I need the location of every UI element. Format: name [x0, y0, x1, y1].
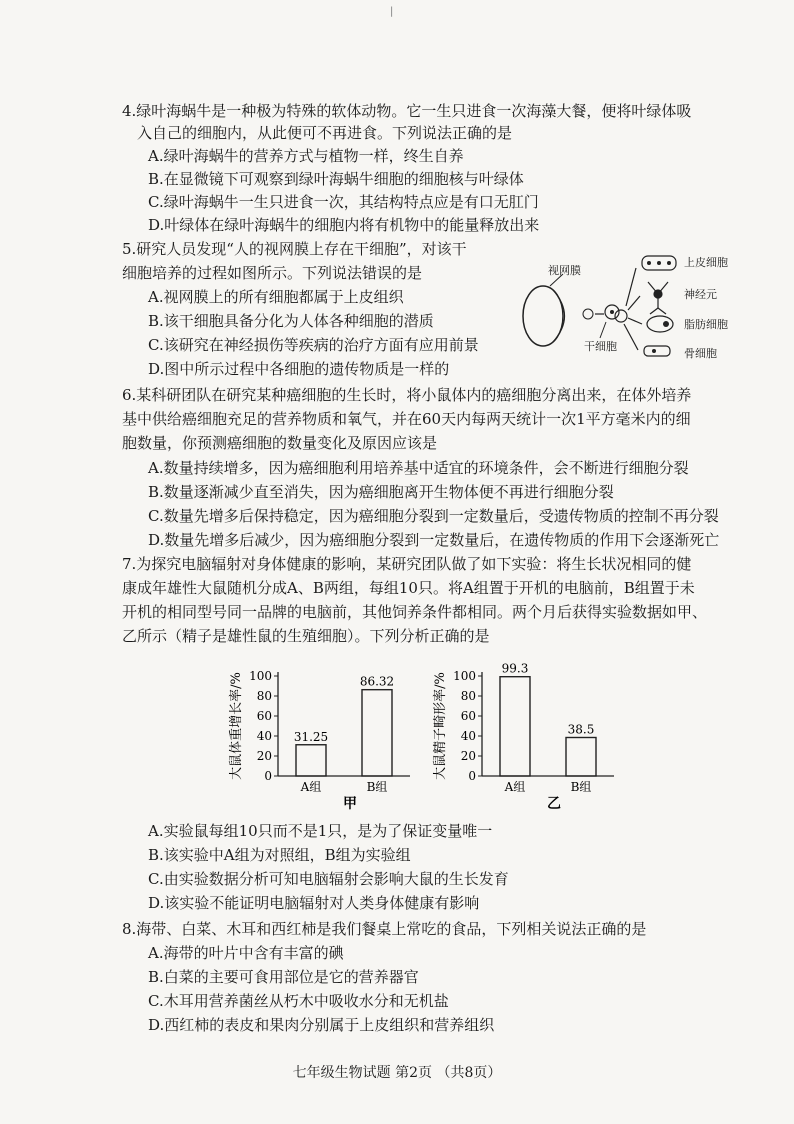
bar [362, 690, 392, 776]
question-stem: 基中供给癌细胞充足的营养物质和氧气，并在60天内每两天统计一次1平方毫米内的细 [122, 410, 691, 428]
option-c: C.该研究在神经损伤等疾病的治疗方面有应用前景 [148, 336, 479, 354]
y-tick-label: 100 [249, 669, 272, 683]
question-stem: 4.绿叶海蜗牛是一种极为特殊的软体动物。它一生只进食一次海藻大餐，便将叶绿体吸 [122, 102, 692, 120]
bone-cell-icon [644, 346, 670, 356]
data-label: 31.25 [293, 729, 329, 744]
question-stem: 7.为探究电脑辐射对身体健康的影响，某研究团队做了如下实验：将生长状况相同的健 [122, 555, 692, 573]
bar [500, 677, 530, 776]
question-stem: 康成年雄性大鼠随机分成A、B两组，每组10只。将A组置于开机的电脑前，B组置于未 [122, 579, 695, 597]
fat-cell-label: 脂肪细胞 [684, 318, 728, 331]
small-cell-icon [583, 309, 593, 319]
arrow-to-fat [628, 318, 642, 324]
question-stem: 胞数量，你预测癌细胞的数量变化及原因应该是 [122, 434, 438, 452]
chart-name-label: 甲 [343, 796, 357, 810]
option-d: D.该实验不能证明电脑辐射对人类身体健康有影响 [148, 894, 480, 912]
y-tick-label: 20 [256, 749, 272, 763]
data-label: 86.32 [359, 674, 395, 689]
epithelial-cell-label: 上皮细胞 [684, 256, 728, 269]
chart-yi [430, 652, 630, 810]
stem-cell-diagram [508, 246, 780, 368]
arrow-to-bone [624, 324, 638, 350]
y-tick-label: 60 [256, 709, 272, 723]
data-label: 38.5 [567, 722, 595, 737]
question-stem: 细胞培养的过程如图所示。下列说法错误的是 [122, 264, 423, 282]
arrow-to-epithelial [626, 268, 636, 306]
option-b: B.该干细胞具备分化为人体各种细胞的潜质 [148, 312, 434, 330]
option-b: B.该实验中A组为对照组，B组为实验组 [148, 846, 411, 864]
y-tick-label: 100 [453, 669, 476, 683]
page-top-mark: | [390, 6, 394, 17]
option-c: C.数量先增多后保持稳定，因为癌细胞分裂到一定数量后，受遗传物质的控制不再分裂 [148, 507, 719, 525]
option-b: B.在显微镜下可观察到绿叶海蜗牛细胞的细胞核与叶绿体 [148, 170, 524, 188]
option-d: D.西红柿的表皮和果肉分别属于上皮组织和营养组织 [148, 1016, 495, 1034]
x-tick-label: B组 [366, 780, 388, 794]
option-c: C.绿叶海蜗牛一生只进食一次，其结构特点应是有口无肛门 [148, 193, 539, 211]
y-tick-label: 0 [264, 769, 272, 783]
retina-label: 视网膜 [548, 264, 581, 277]
y-axis-label: 大鼠精子畸形率/% [433, 672, 448, 780]
arrow-to-neuron [628, 296, 640, 310]
y-tick-label: 40 [256, 729, 272, 743]
question-stem: 6.某科研团队在研究某种癌细胞的生长时，将小鼠体内的癌细胞分离出来，在体外培养 [122, 386, 692, 404]
option-b: B.数量逐渐减少直至消失，因为癌细胞离开生物体便不再进行细胞分裂 [148, 483, 614, 501]
question-stem: 开机的相同型号同一品牌的电脑前，其他饲养条件都相同。两个月后获得实验数据如甲、 [122, 603, 708, 621]
bar [566, 738, 596, 777]
question-stem: 5.研究人员发现“人的视网膜上存在干细胞”，对该干 [122, 240, 467, 258]
option-a: A.绿叶海蜗牛的营养方式与植物一样，终生自养 [148, 147, 464, 165]
option-a: A.实验鼠每组10只而不是1只，是为了保证变量唯一 [148, 822, 493, 840]
option-c: C.木耳用营养菌丝从朽木中吸收水分和无机盐 [148, 992, 449, 1010]
neuron-icon [648, 282, 668, 314]
question-stem: 乙所示（精子是雄性鼠的生殖细胞）。下列分析正确的是 [122, 627, 490, 645]
question-stem: 8.海带、白菜、木耳和西红柿是我们餐桌上常吃的食品，下列相关说法正确的是 [122, 920, 647, 938]
y-tick-label: 20 [460, 749, 476, 763]
y-tick-label: 40 [460, 729, 476, 743]
y-tick-label: 80 [460, 689, 476, 703]
fat-cell-icon [647, 316, 673, 332]
x-tick-label: A组 [300, 780, 322, 794]
option-b: B.白菜的主要可食用部位是它的营养器官 [148, 968, 419, 986]
option-a: A.数量持续增多，因为癌细胞利用培养基中适宜的环境条件，会不断进行细胞分裂 [148, 459, 689, 477]
bone-cell-label: 骨细胞 [684, 347, 717, 360]
option-d: D.图中所示过程中各细胞的遗传物质是一样的 [148, 360, 450, 378]
option-d: D.叶绿体在绿叶海蜗牛的细胞内将有机物中的能量释放出来 [148, 216, 540, 234]
y-tick-label: 80 [256, 689, 272, 703]
neuron-label: 神经元 [684, 288, 717, 301]
y-tick-label: 0 [468, 769, 476, 783]
option-a: A.海带的叶片中含有丰富的碘 [148, 944, 344, 962]
page-footer: 七年级生物试题 第2页 （共8页） [292, 1065, 502, 1081]
chart-jia [226, 652, 426, 810]
x-tick-label: B组 [570, 780, 592, 794]
data-label: 99.3 [501, 661, 529, 676]
chart-name-label: 乙 [547, 796, 561, 810]
option-c: C.由实验数据分析可知电脑辐射会影响大鼠的生长发育 [148, 870, 509, 888]
x-tick-label: A组 [504, 780, 526, 794]
option-a: A.视网膜上的所有细胞都属于上皮组织 [148, 288, 404, 306]
y-axis-label: 大鼠体重增长率/% [229, 672, 244, 780]
stem-cell-pointer [600, 322, 606, 338]
stem-cell-icon [615, 310, 627, 322]
bar [296, 745, 326, 776]
question-stem: 入自己的细胞内，从此便可不再进食。下列说法正确的是 [137, 124, 513, 142]
y-tick-label: 60 [460, 709, 476, 723]
stem-cell-label: 干细胞 [584, 340, 617, 353]
option-d: D.数量先增多后减少，因为癌细胞分裂到一定数量后，在遗传物质的作用下会逐渐死亡 [148, 531, 720, 549]
